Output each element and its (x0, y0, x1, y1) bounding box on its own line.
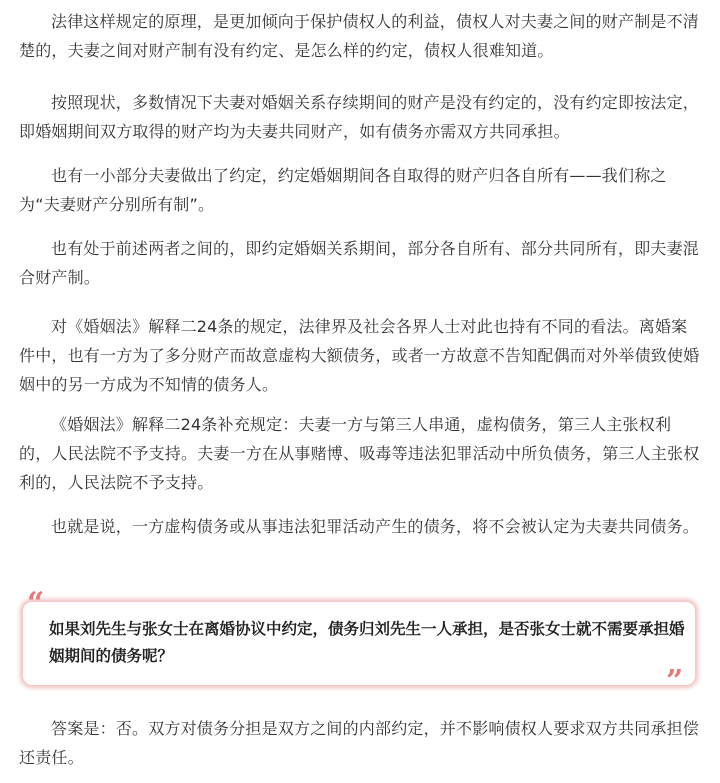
paragraph-answer: 答案是：否。双方对债务分担是双方之间的内部约定，并不影响债权人要求双方共同承担偿还责任。 (19, 719, 700, 767)
question-text: 如果刘先生与张女士在离婚协议中约定，债务归刘先生一人承担，是否张女士就不需要承担婚姻期间的债务呢？ (49, 620, 685, 665)
paragraph-current-situation: 按照现状，多数情况下夫妻对婚姻关系存续期间的财产是没有约定的，没有约定即按法定，即婚姻期间双方取得的财产均为夫妻共同财产，如有债务亦需双方共同承担。 (19, 93, 700, 141)
close-quote-icon: ” (666, 664, 684, 699)
paragraph-separate-property: 也有一小部分夫妻做出了约定，约定婚姻期间各自取得的财产归各自所有——我们称之为“夫妻财产分别所有制”。 (19, 166, 667, 214)
paragraph-different-views: 对《婚姻法》解释二24条的规定，法律界及社会各界人士对此也持有不同的看法。离婚案件中，也有一方为了多分财产而故意虚构大额债务，或者一方故意不告知配偶而对外举债致使婚姻中的另一方成为不知情的债务人。 (19, 317, 700, 394)
paragraph-conclusion: 也就是说，一方虚构债务或从事违法犯罪活动产生的债务，将不会被认定为夫妻共同债务。 (51, 517, 700, 536)
paragraph-supplementary-rule: 《婚姻法》解释二24条补充规定：夫妻一方与第三人串通，虚构债务，第三人主张权利的，人民法院不予支持。夫妻一方在从事赌博、吸毒等违法犯罪活动中所负债务，第三人主张权利的，人民法院不予支持。 (19, 415, 700, 492)
paragraph-principle: 法律这样规定的原理，是更加倾向于保护债权人的利益，债权人对夫妻之间的财产制是不清楚的，夫妻之间对财产制有没有约定、是怎么样的约定，债权人很难知道。 (19, 12, 700, 60)
open-quote-icon: “ (27, 586, 45, 621)
paragraph-mixed-property: 也有处于前述两者之间的，即约定婚姻关系期间，部分各自所有、部分共同所有，即夫妻混合财产制。 (19, 239, 700, 287)
